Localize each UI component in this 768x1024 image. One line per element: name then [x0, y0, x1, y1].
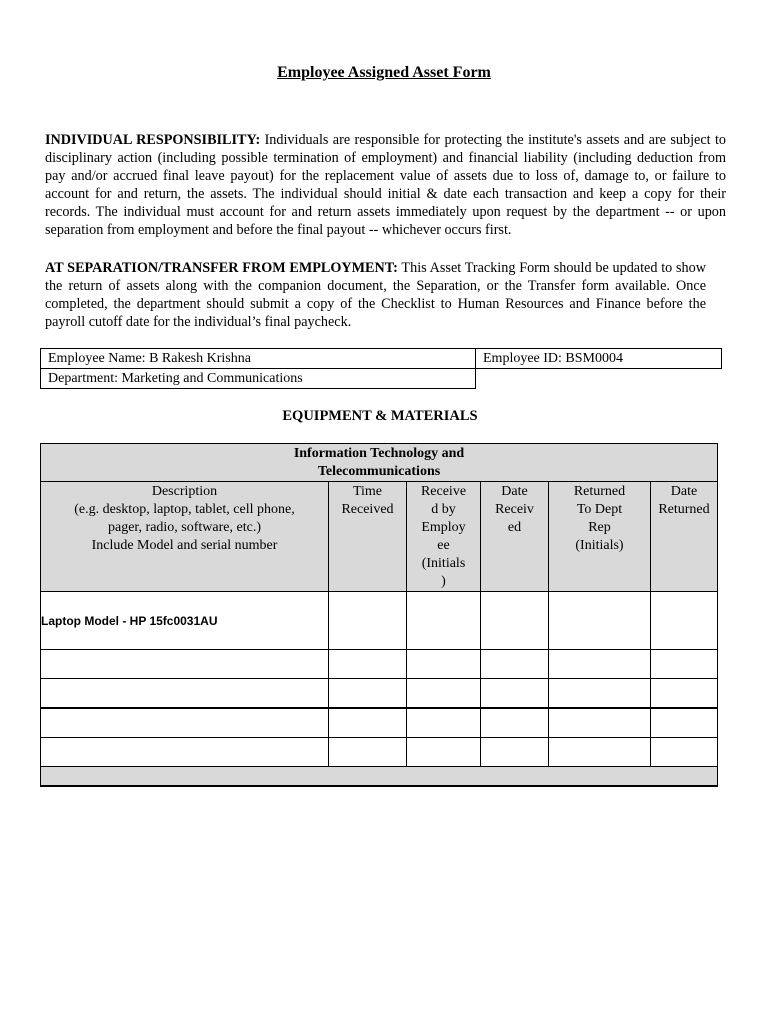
table-row: [41, 738, 718, 767]
description-cell[interactable]: Laptop Model - HP 15fc0031AU: [41, 592, 329, 650]
time-header-line: Time: [352, 484, 383, 499]
individual-responsibility-paragraph: [45, 131, 726, 239]
category-label: Information Technology and Telecommunications: [293, 445, 465, 479]
table-row: [41, 708, 718, 738]
date-returned-cell[interactable]: [651, 650, 718, 679]
date-received-cell[interactable]: [481, 708, 549, 738]
returned-to-cell[interactable]: [549, 592, 651, 650]
received-by-cell[interactable]: [407, 679, 481, 709]
employee-info-table: [40, 348, 722, 389]
description-header-line: Description: [151, 484, 218, 499]
individual-responsibility-text: Individuals are responsible for protecting the institute's assets and are subject to disciplinary action (including possible termination of employment) and financial liability (including deduction from pay and/or accrued final leave payout) for the replacement value of assets due to loss of, damage to, or failure to account for and return, the assets. The individual should initial & date each transaction and keep a copy for their records. The individual must account for and return assets immediately upon request by the department -- or upon separation from employment and before the final payout -- whichever occurs first.: [45, 132, 726, 238]
empty-cell: [476, 369, 722, 389]
received-header-line: ): [441, 574, 446, 589]
category-header: [41, 444, 718, 482]
returned-header-line: To Dept: [576, 502, 623, 517]
date-returned-header: [651, 482, 718, 592]
time-received-cell[interactable]: [329, 738, 407, 767]
received-header-line: Employ: [421, 520, 466, 535]
received-header-line: d by: [431, 502, 456, 517]
description-cell[interactable]: [41, 708, 329, 738]
date-returned-cell[interactable]: [651, 708, 718, 738]
received-by-cell[interactable]: [407, 708, 481, 738]
received-header-line: Receive: [420, 484, 467, 499]
equipment-table: [40, 443, 718, 787]
description-header-line: (e.g. desktop, laptop, tablet, cell phone,: [74, 502, 295, 517]
time-received-cell[interactable]: [329, 679, 407, 709]
date-returned-header-line: Returned: [658, 502, 710, 517]
date-received-header-line: Receiv: [495, 502, 534, 517]
department-cell: Department: Marketing and Communications: [41, 369, 476, 389]
received-by-cell[interactable]: [407, 738, 481, 767]
time-received-cell[interactable]: [329, 592, 407, 650]
individual-responsibility-heading: INDIVIDUAL RESPONSIBILITY:: [45, 132, 261, 148]
date-received-header: [481, 482, 549, 592]
received-header-line: ee: [437, 538, 450, 553]
returned-to-cell[interactable]: [549, 708, 651, 738]
employee-id-cell: Employee ID: BSM0004: [476, 349, 722, 369]
form-title: Employee Assigned Asset Form: [277, 64, 491, 81]
date-returned-header-line: Date: [670, 484, 698, 499]
date-received-cell[interactable]: [481, 592, 549, 650]
table-row: [41, 679, 718, 709]
table-footer-row: [41, 767, 718, 787]
separation-text: This Asset Tracking Form should be updated to show the return of assets along with the companion document, the Separation, or the Transfer form available. Once completed, the department should submit a copy of the Checklist to Human Resources and Finance before the payroll cutoff date for the individual’s final paycheck.: [45, 260, 706, 330]
received-by-cell[interactable]: [407, 650, 481, 679]
date-received-cell[interactable]: [481, 650, 549, 679]
description-cell[interactable]: [41, 679, 329, 709]
description-header-line: Include Model and serial number: [91, 538, 278, 553]
date-received-header-line: ed: [507, 520, 522, 535]
description-cell[interactable]: [41, 650, 329, 679]
returned-header-line: (Initials): [575, 538, 624, 553]
description-header: [41, 482, 329, 592]
date-returned-cell[interactable]: [651, 679, 718, 709]
date-returned-cell[interactable]: [651, 592, 718, 650]
separation-paragraph: [45, 259, 706, 331]
date-received-cell[interactable]: [481, 679, 549, 709]
received-by-cell[interactable]: [407, 592, 481, 650]
received-by-employee-header: [407, 482, 481, 592]
date-received-cell[interactable]: [481, 738, 549, 767]
employee-name-cell: Employee Name: B Rakesh Krishna: [41, 349, 476, 369]
time-header-line: Received: [341, 502, 394, 517]
time-received-header: [329, 482, 407, 592]
table-row: [41, 592, 718, 650]
time-received-cell[interactable]: [329, 708, 407, 738]
equipment-section-title: EQUIPMENT & MATERIALS: [282, 408, 478, 424]
time-received-cell[interactable]: [329, 650, 407, 679]
returned-to-cell[interactable]: [549, 650, 651, 679]
returned-to-cell[interactable]: [549, 679, 651, 709]
date-returned-cell[interactable]: [651, 738, 718, 767]
table-footer: [41, 767, 718, 787]
returned-to-dept-header: [549, 482, 651, 592]
table-row: [41, 650, 718, 679]
description-header-line: pager, radio, software, etc.): [108, 520, 261, 535]
returned-header-line: Returned: [573, 484, 626, 499]
description-cell[interactable]: [41, 738, 329, 767]
date-received-header-line: Date: [501, 484, 528, 499]
returned-to-cell[interactable]: [549, 738, 651, 767]
returned-header-line: Rep: [588, 520, 611, 535]
separation-heading: AT SEPARATION/TRANSFER FROM EMPLOYMENT:: [45, 260, 398, 276]
received-header-line: (Initials: [421, 556, 466, 571]
